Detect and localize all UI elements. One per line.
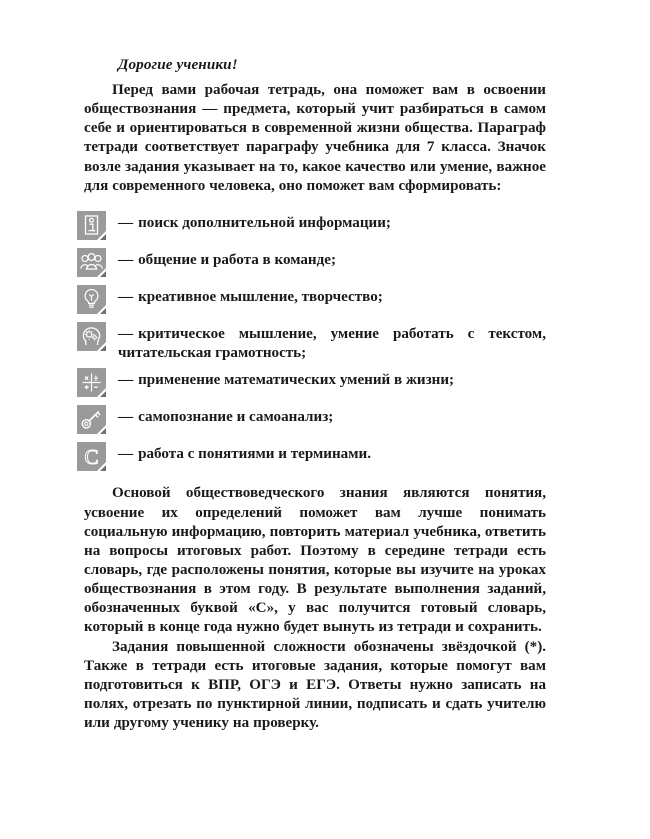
list-item-text <box>118 441 546 464</box>
em-dash: — <box>118 372 134 389</box>
list-item-label: работа с понятиями и терминами. <box>138 446 371 463</box>
list-item-text <box>118 321 546 363</box>
list-item <box>84 321 546 363</box>
letter-c-icon <box>77 442 106 471</box>
list-item <box>84 404 546 437</box>
closing-paragraphs <box>84 484 546 733</box>
fold-shadow <box>100 428 106 434</box>
team-icon <box>77 248 106 277</box>
list-item-label: общение и работа в команде; <box>138 251 336 268</box>
fold-shadow <box>100 234 106 240</box>
key-icon <box>77 405 106 434</box>
list-item-text <box>118 284 546 307</box>
lightbulb-icon <box>77 285 106 314</box>
list-item-text <box>118 404 546 427</box>
em-dash: — <box>118 288 134 305</box>
concepts-paragraph: Основой обществоведческого знания являются понятия, усвоение их определений поможет вам лучше понимать социальную информацию, повторить материал учебника, ответить на вопросы итоговых работ. Поэтому в середине тетради есть словарь, где расположены понятия, которые вы изучите на уроках обществознания в этом году. В результате выполнения заданий, обозначенных буквой «С», у вас получится готовый словарь, который в конце года нужно будет вынуть из тетради и сохранить. <box>84 485 546 636</box>
list-item-label: самопознание и самоанализ; <box>138 409 334 426</box>
fold-shadow <box>100 345 106 351</box>
intro-paragraph: Перед вами рабочая тетрадь, она поможет вам в освоении обществознания — предмета, который учит разбираться в самом себе и ориентироваться в современной жизни общества. Параграф тетради соответствует параграфу учебника для 7 класса. Значок возле задания указывает на то, какое качество или умение, важное для современного человека, оно поможет вам сформировать: <box>84 82 546 194</box>
fold-shadow <box>100 308 106 314</box>
list-item-label: критическое мышление, умение работать с текстом, читательская грамотность; <box>118 325 546 362</box>
head-gears-icon <box>77 322 106 351</box>
tasks-paragraph: Задания повышенной сложности обозначены звёздочкой (*). Также в тетради есть итоговые задания, которые помогут вам подготовиться к ВПР, ОГЭ и ЕГЭ. Ответы нужно записать на полях, отрезать по пунктирной линии, подписать и сдать учителю или другому ученику на проверку. <box>84 638 546 732</box>
list-item-text <box>118 247 546 270</box>
list-item <box>84 210 546 243</box>
fold-shadow <box>100 271 106 277</box>
svg-text:C: C <box>84 445 99 470</box>
em-dash: — <box>118 409 134 426</box>
math-symbols-icon <box>77 368 106 397</box>
icon-legend-list <box>84 210 546 474</box>
em-dash: — <box>118 251 134 268</box>
em-dash: — <box>118 446 134 463</box>
fold-shadow <box>100 465 106 471</box>
list-item <box>84 441 546 474</box>
list-item <box>84 284 546 317</box>
greeting-heading: Дорогие ученики! <box>118 56 238 73</box>
list-item-label: креативное мышление, творчество; <box>138 288 383 305</box>
list-item-text <box>118 367 546 390</box>
list-item <box>84 247 546 280</box>
info-icon <box>77 211 106 240</box>
list-item-label: применение математических умений в жизни; <box>138 372 455 389</box>
fold-shadow <box>100 391 106 397</box>
list-item <box>84 367 546 400</box>
em-dash: — <box>118 214 134 231</box>
em-dash: — <box>118 325 134 342</box>
page-content <box>84 56 546 733</box>
list-item-text <box>118 210 546 233</box>
list-item-label: поиск дополнительной информации; <box>138 214 391 231</box>
